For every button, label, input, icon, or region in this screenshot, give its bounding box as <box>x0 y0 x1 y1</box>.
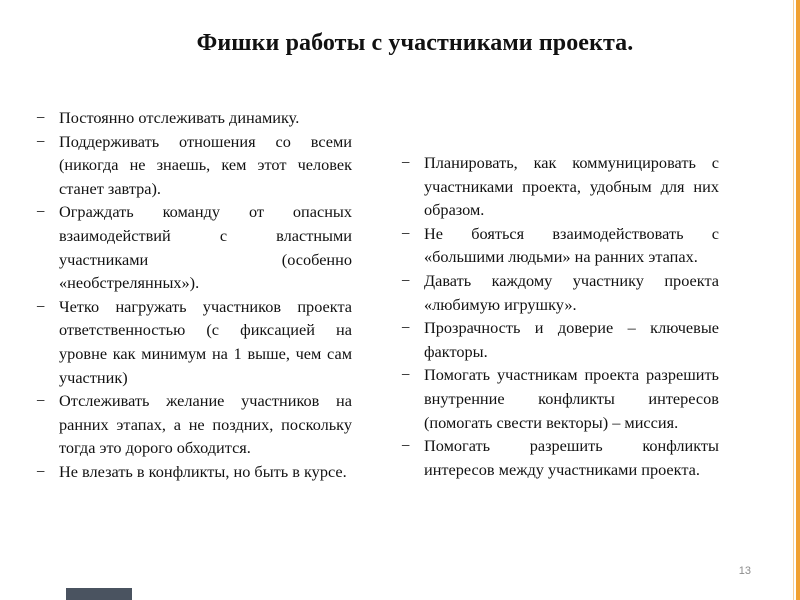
left-bullet-list <box>36 106 352 484</box>
bullet-text: Ограждать команду от опасных взаимодействий с властными участниками (особенно «необстрелянных»). <box>59 202 352 293</box>
list-item <box>401 316 719 363</box>
dash-bullet-icon: − <box>401 270 411 290</box>
list-item <box>36 295 352 389</box>
bullet-text: Не влезать в конфликты, но быть в курсе. <box>59 461 347 481</box>
list-item <box>401 151 719 222</box>
slide-title: Фишки работы с участниками проекта. <box>196 30 634 56</box>
list-item <box>36 460 352 484</box>
right-bullet-list <box>401 151 719 481</box>
bullet-text: Планировать, как коммуницировать с участниками проекта, удобным для них образом. <box>424 153 719 220</box>
list-item <box>401 434 719 481</box>
dash-bullet-icon: − <box>401 365 411 385</box>
accent-stripe <box>796 0 800 600</box>
dash-bullet-icon: − <box>36 461 46 481</box>
dash-bullet-icon: − <box>36 131 46 151</box>
bullet-text: Четко нагружать участников проекта ответственностью (с фиксацией на уровне как минимум на 1 выше, чем сам участник) <box>59 296 352 387</box>
bullet-text: Давать каждому участнику проекта «любимую игрушку». <box>424 270 719 314</box>
bullet-text: Поддерживать отношения со всеми (никогда не знаешь, кем этот человек станет завтра). <box>59 131 352 198</box>
footer-block <box>66 588 132 600</box>
dash-bullet-icon: − <box>401 318 411 338</box>
list-item <box>36 130 352 201</box>
dash-bullet-icon: − <box>36 202 46 222</box>
dash-bullet-icon: − <box>401 223 411 243</box>
bullet-text: Прозрачность и доверие – ключевые факторы. <box>424 318 719 361</box>
bullet-text: Помогать участникам проекта разрешить внутренние конфликты интересов (помогать свести векторы) – миссия. <box>424 365 719 432</box>
page-number: 13 <box>738 565 751 577</box>
list-item <box>36 389 352 460</box>
dash-bullet-icon: − <box>36 296 46 316</box>
list-item <box>401 363 719 434</box>
bullet-text: Не бояться взаимодействовать с «большими людьми» на ранних этапах. <box>424 223 719 267</box>
bullet-text: Отслеживать желание участников на ранних этапах, а не поздних, поскольку тогда это дорого обходится. <box>59 391 352 458</box>
bullet-text: Постоянно отслеживать динамику. <box>59 108 300 127</box>
list-item <box>401 269 719 316</box>
dash-bullet-icon: − <box>36 108 46 127</box>
dash-bullet-icon: − <box>401 153 411 172</box>
accent-stripe-thin <box>793 0 794 600</box>
bullet-text: Помогать разрешить конфликты интересов между участниками проекта. <box>424 436 719 479</box>
dash-bullet-icon: − <box>401 436 411 456</box>
list-item <box>36 106 352 130</box>
list-item <box>36 200 352 294</box>
list-item <box>401 222 719 269</box>
dash-bullet-icon: − <box>36 391 46 411</box>
